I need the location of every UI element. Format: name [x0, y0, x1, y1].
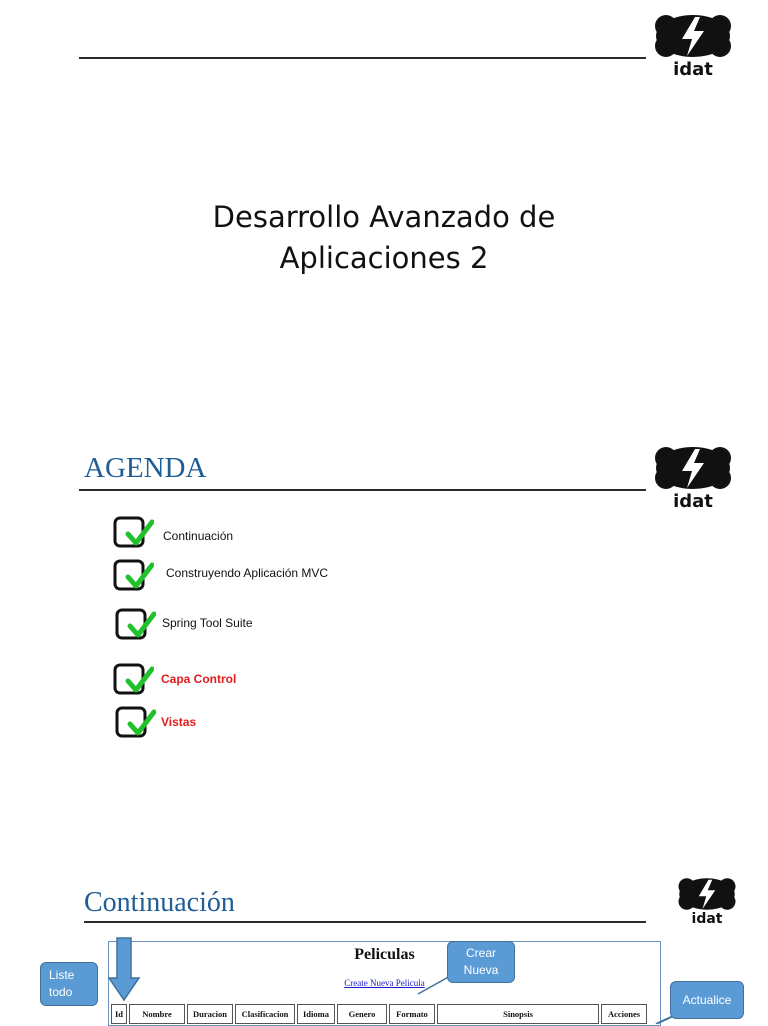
col-header-idioma: Idioma — [297, 1004, 335, 1024]
agenda-item-vistas — [114, 705, 514, 745]
agenda-item-label: Continuación — [163, 529, 234, 543]
down-arrow-icon — [109, 938, 139, 1000]
checkbox-check-icon — [114, 705, 156, 741]
col-header-acciones: Acciones — [601, 1004, 647, 1024]
callout-text: Crear Nueva — [463, 946, 499, 977]
agenda-item-continuacion — [112, 515, 512, 555]
agenda-item-mvc — [112, 558, 512, 598]
callout-crear-nueva — [447, 941, 515, 983]
checkbox-check-icon — [112, 662, 154, 698]
header-rule — [79, 489, 646, 491]
title-line-2: Aplicaciones 2 — [279, 241, 489, 275]
checkbox-check-icon — [112, 515, 154, 551]
agenda-heading: AGENDA — [84, 452, 207, 484]
continuacion-heading: Continuación — [84, 887, 235, 918]
checkbox-check-icon — [112, 558, 154, 594]
header-rule — [84, 921, 646, 923]
col-header-duracion: Duracion — [187, 1004, 233, 1024]
col-header-formato: Formato — [389, 1004, 435, 1024]
annotation-arrows — [0, 930, 768, 1024]
col-header-sinopsis: Sinopsis — [437, 1004, 599, 1024]
logo-text: idat — [673, 491, 713, 512]
slide-title — [0, 0, 768, 400]
agenda-item-label: Spring Tool Suite — [162, 616, 253, 630]
callout-text: Liste todo — [49, 968, 75, 999]
title-line-1: Desarrollo Avanzado de — [212, 200, 556, 234]
logo-mark-icon — [652, 12, 734, 60]
callout-liste-todo — [40, 962, 98, 1006]
logo-mark-icon — [675, 876, 739, 912]
callout-actualice — [670, 981, 744, 1019]
idat-logo — [675, 876, 739, 928]
col-header-id: Id — [111, 1004, 127, 1024]
agenda-item-capa-control — [112, 662, 512, 702]
peliculas-title: Peliculas — [354, 946, 415, 963]
logo-text: idat — [673, 59, 713, 80]
presentation-title — [0, 197, 768, 279]
col-header-clasificacion: Clasificacion — [235, 1004, 295, 1024]
slide-agenda — [0, 440, 768, 820]
agenda-item-label: Capa Control — [161, 672, 237, 686]
header-rule — [79, 57, 646, 59]
create-pelicula-link[interactable]: Create Nueva Pelicula — [344, 978, 425, 988]
col-header-genero: Genero — [337, 1004, 387, 1024]
callout-text: Actualice — [682, 993, 732, 1007]
col-header-nombre: Nombre — [129, 1004, 185, 1024]
logo-text: idat — [691, 911, 723, 927]
idat-logo — [652, 444, 734, 512]
agenda-item-label: Vistas — [161, 715, 197, 729]
agenda-item-label: Construyendo Aplicación MVC — [166, 566, 329, 580]
agenda-item-spring — [114, 607, 514, 647]
logo-mark-icon — [652, 444, 734, 492]
checkbox-check-icon — [114, 607, 156, 643]
idat-logo — [652, 12, 734, 80]
